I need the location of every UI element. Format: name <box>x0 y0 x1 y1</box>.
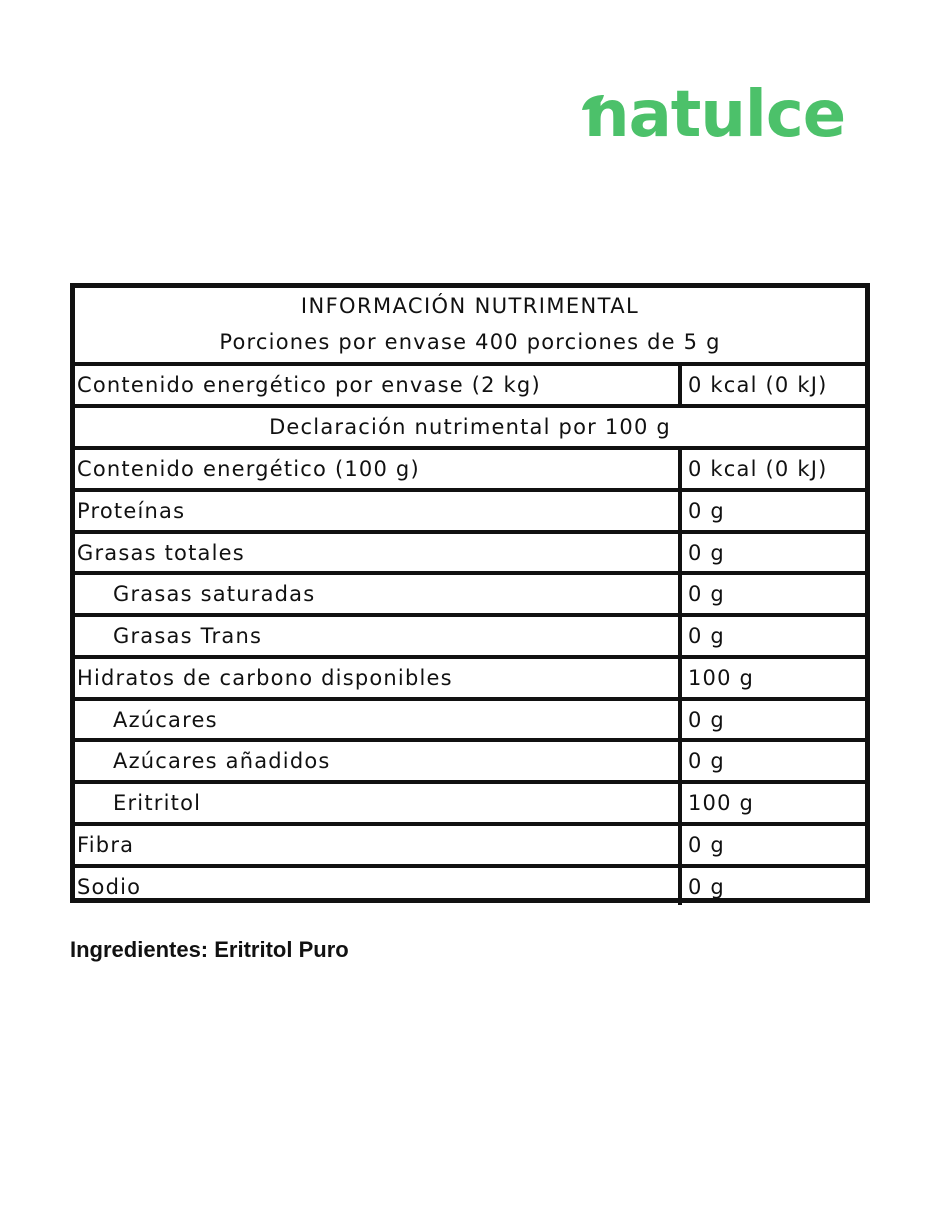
nutrient-value: 0 kcal (0 kJ) <box>688 457 828 481</box>
nutrient-label: Sodio <box>75 868 682 906</box>
nutrient-value: 0 g <box>688 624 725 648</box>
nutrient-value: 0 g <box>688 874 725 899</box>
servings-info: Porciones por envase 400 porciones de 5 g <box>219 330 721 354</box>
nutrient-value: 100 g <box>688 665 755 690</box>
nutrition-facts-table <box>70 283 870 903</box>
nutrient-label: Proteínas <box>75 492 682 530</box>
nutrient-row <box>75 446 865 488</box>
nutrient-label: Eritritol <box>75 784 682 822</box>
nutrient-row <box>75 530 865 572</box>
nutrient-value: 0 g <box>688 749 725 774</box>
nutrient-row <box>75 780 865 822</box>
nutrient-value: 0 g <box>688 498 725 523</box>
table-header <box>75 288 865 362</box>
nutrient-row <box>75 864 865 906</box>
nutrient-row <box>75 613 865 655</box>
nutrient-row <box>75 488 865 530</box>
energy-package-value: 0 kcal (0 kJ) <box>688 373 828 397</box>
nutrient-row <box>75 655 865 697</box>
nutrient-label: Grasas totales <box>75 534 682 572</box>
declaration-row <box>75 404 865 446</box>
nutrient-label: Fibra <box>75 826 682 864</box>
nutrient-row <box>75 738 865 780</box>
nutrient-value: 0 g <box>688 832 725 857</box>
nutrient-value: 100 g <box>688 791 755 815</box>
declaration-label: Declaración nutrimental por 100 g <box>269 415 671 439</box>
ingredients-text: Ingredientes: Eritritol Puro <box>70 937 349 962</box>
nutrient-label: Grasas Trans <box>75 617 682 655</box>
nutrient-label: Hidratos de carbono disponibles <box>75 659 682 697</box>
brand-logo <box>580 78 850 162</box>
nutrient-value: 0 g <box>688 707 725 732</box>
table-title: INFORMACIÓN NUTRIMENTAL <box>300 294 640 318</box>
nutrient-row <box>75 822 865 864</box>
nutrient-label: Azúcares añadidos <box>75 742 682 780</box>
nutrient-label: Grasas saturadas <box>75 575 682 613</box>
energy-package-row <box>75 362 865 404</box>
nutrient-row <box>75 571 865 613</box>
nutrient-value: 0 g <box>688 582 725 607</box>
nutrient-row <box>75 697 865 739</box>
nutrient-value: 0 g <box>688 540 725 565</box>
nutrient-label: Azúcares <box>75 701 682 739</box>
energy-package-label: Contenido energético por envase (2 kg) <box>75 366 682 404</box>
brand-name: natulce <box>584 78 846 152</box>
nutrient-label: Contenido energético (100 g) <box>75 450 682 488</box>
